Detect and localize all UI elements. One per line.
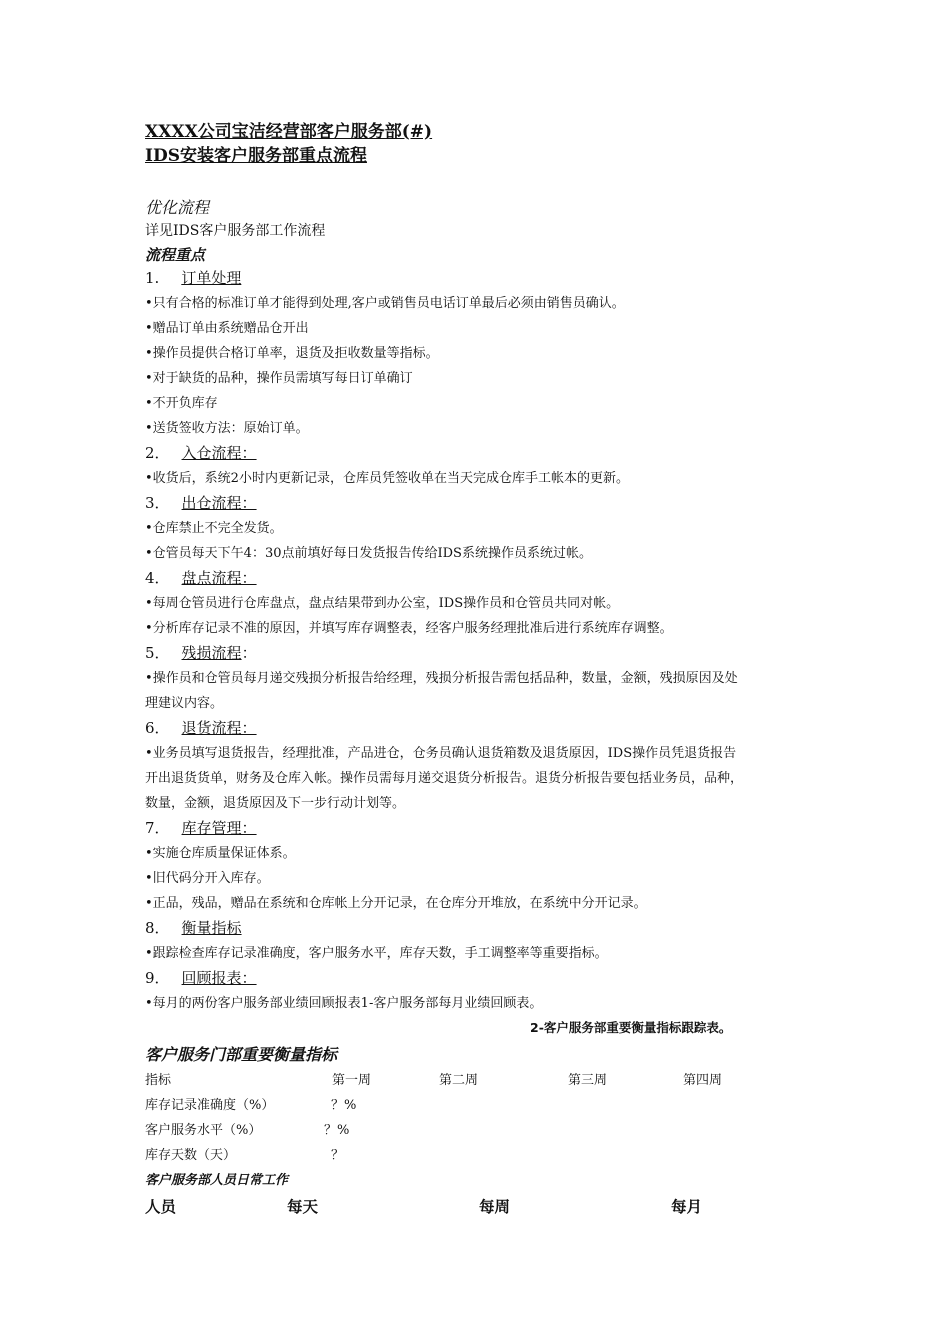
list-item: •赠品订单由系统赠品仓开出 <box>145 321 309 336</box>
section-number: 9． <box>145 969 170 987</box>
list-item: •实施仓库质量保证体系。 <box>145 846 296 861</box>
section-title: 入仓流程： <box>181 444 257 462</box>
kpi-week1-cell: ？% <box>324 1123 350 1138</box>
kpi-header-week3: 第三周 <box>568 1073 608 1088</box>
document-title-line2: IDS安装客户服务部重点流程 <box>145 146 367 166</box>
kpi-week1-cell: ？ <box>331 1148 345 1163</box>
section-number: 2． <box>145 444 170 462</box>
kpi-heading: 客户服务门部重要衡量指标 <box>145 1045 338 1064</box>
kpi-header-week1: 第一周 <box>332 1073 372 1088</box>
kpi-table <box>145 1068 815 1168</box>
section-title: 退货流程： <box>181 719 257 737</box>
list-item: •每周仓管员进行仓库盘点，盘点结果带到办公室，IDS操作员和仓管员共同对帐。 <box>145 596 620 611</box>
kpi-week1-cell: ？% <box>331 1098 357 1113</box>
list-item: •操作员提供合格订单率，退货及拒收数量等指标。 <box>145 346 439 361</box>
section-heading <box>145 916 815 941</box>
section-heading <box>145 491 815 516</box>
table-row <box>145 1118 815 1143</box>
list-item: •业务员填写退货报告，经理批准，产品进仓，仓务员确认退货箱数及退货原因，IDS操作员凭退货报告 <box>145 746 737 761</box>
kpi-table-header <box>145 1068 815 1093</box>
table-row <box>145 1143 815 1168</box>
list-item: •不开负库存 <box>145 396 218 411</box>
kpi-metric-cell: 库存记录准确度（%） <box>145 1098 275 1113</box>
kpi-metric-cell: 客户服务水平（%） <box>145 1123 262 1138</box>
list-item: 开出退货货单，财务及仓库入帐。操作员需每月递交退货分析报告。退货分析报告要包括业务员，品种， <box>145 771 744 786</box>
section-number: 6． <box>145 719 170 737</box>
kpi-header-metric: 指标 <box>145 1073 172 1088</box>
list-item: 数量，金额，退货原因及下一步行动计划等。 <box>145 796 406 811</box>
section-heading <box>145 966 815 991</box>
see-workflow-text: 详见IDS客户服务部工作流程 <box>145 223 326 239</box>
table-row <box>145 1093 815 1118</box>
process-sections <box>145 266 815 1016</box>
list-item: •每月的两份客户服务部业绩回顾报表1-客户服务部每月业绩回顾表。 <box>145 996 543 1011</box>
section-title: 出仓流程： <box>181 494 257 512</box>
list-item: •送货签收方法：原始订单。 <box>145 421 309 436</box>
document-title-line1: XXXX公司宝洁经营部客户服务部(#) <box>145 122 433 142</box>
list-item: •分析库存记录不准的原因，并填写库存调整表，经客户服务经理批准后进行系统库存调整。 <box>145 621 673 636</box>
section-title: 衡量指标 <box>181 919 242 937</box>
section-title: 盘点流程： <box>181 569 257 587</box>
document-page <box>145 120 815 1222</box>
kpi-metric-cell: 库存天数（天） <box>145 1148 237 1163</box>
list-item: •仓管员每天下午4：30点前填好每日发货报告传给IDS系统操作员系统过帐。 <box>145 546 592 561</box>
list-item: •对于缺货的品种，操作员需填写每日订单确订 <box>145 371 413 386</box>
section-number: 5． <box>145 644 170 662</box>
staff-header-monthly: 每月 <box>671 1198 703 1216</box>
list-item: 理建议内容。 <box>145 696 224 711</box>
kpi-header-week2: 第二周 <box>439 1073 479 1088</box>
section-number: 3． <box>145 494 170 512</box>
section-number: 1. <box>145 269 160 287</box>
section-number: 4． <box>145 569 170 587</box>
section-heading <box>145 441 815 466</box>
key-points-heading: 流程重点 <box>145 246 206 264</box>
section-number: 8． <box>145 919 170 937</box>
section-title-suffix: ： <box>241 644 257 662</box>
section-title: 库存管理： <box>181 819 257 837</box>
list-item: •正品，残品，赠品在系统和仓库帐上分开记录，在仓库分开堆放，在系统中分开记录。 <box>145 896 647 911</box>
list-item: •跟踪检查库存记录准确度，客户服务水平，库存天数，手工调整率等重要指标。 <box>145 946 608 961</box>
staff-header-daily: 每天 <box>287 1198 319 1216</box>
staff-header-person: 人员 <box>145 1198 177 1216</box>
staff-table-header <box>145 1192 815 1222</box>
section-title: 残损流程 <box>181 644 242 662</box>
optimize-heading: 优化流程 <box>145 198 210 217</box>
kpi-header-week4: 第四周 <box>683 1073 723 1088</box>
list-item: •操作员和仓管员每月递交残损分析报告给经理，残损分析报告需包括品种，数量，金额，残损原因及处 <box>145 671 738 686</box>
list-item: •仓库禁止不完全发货。 <box>145 521 283 536</box>
section-number: 7． <box>145 819 170 837</box>
list-item: •旧代码分开入库存。 <box>145 871 270 886</box>
section-title: 订单处理 <box>181 269 242 287</box>
section-heading <box>145 816 815 841</box>
list-item: •只有合格的标准订单才能得到处理,客户或销售员电话订单最后必须由销售员确认。 <box>145 296 625 311</box>
section-heading <box>145 716 815 741</box>
section-heading <box>145 641 815 666</box>
staff-header-weekly: 每周 <box>479 1198 511 1216</box>
section-heading <box>145 566 815 591</box>
list-item: •收货后，系统2小时内更新记录，仓库员凭签收单在当天完成仓库手工帐本的更新。 <box>145 471 629 486</box>
daily-work-heading: 客户服务部人员日常工作 <box>145 1173 289 1188</box>
report2-note: 2-客户服务部重要衡量指标跟踪表。 <box>530 1020 732 1035</box>
section-heading <box>145 266 815 291</box>
section-title: 回顾报表： <box>181 969 257 987</box>
